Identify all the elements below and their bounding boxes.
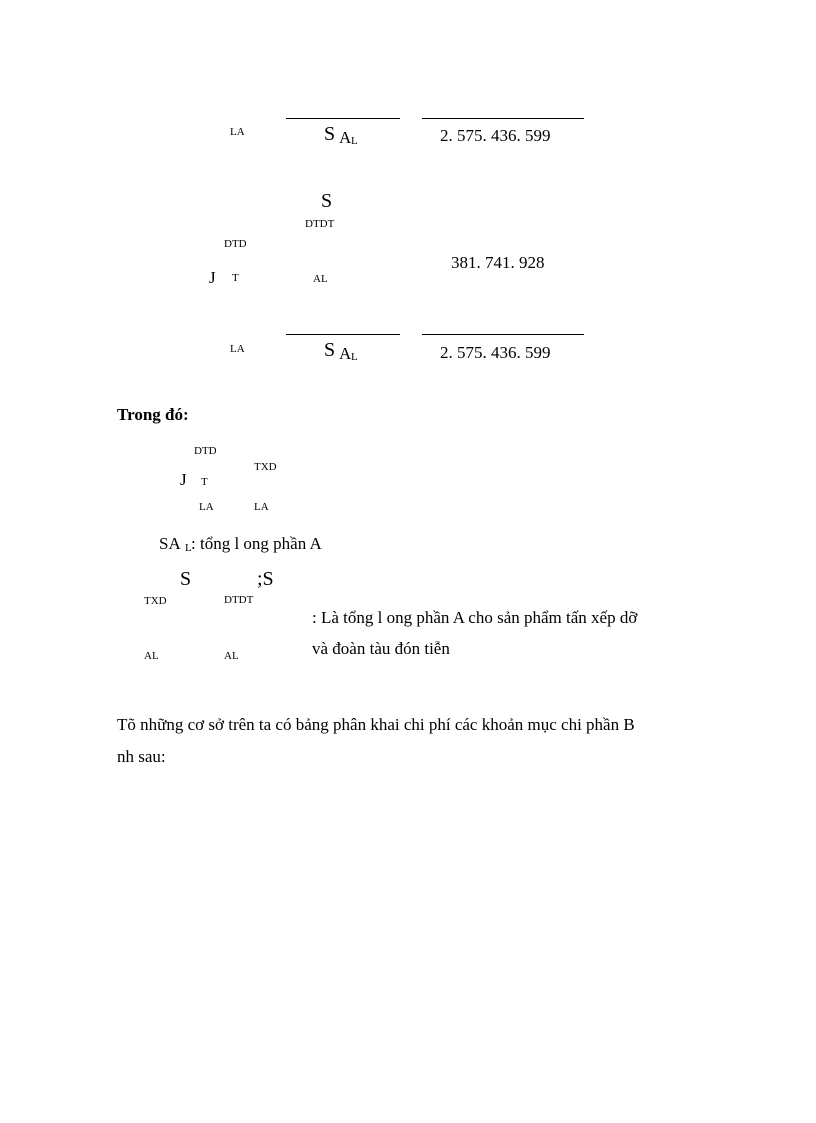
formula3-sum-subscript: L <box>351 351 358 363</box>
legend3-txd-subscript: TXD <box>144 595 167 607</box>
paragraph-line2: nh sau: <box>117 747 166 766</box>
formula2-j-symbol: J <box>209 268 216 287</box>
legend2-description: : tổng l ong phần A <box>191 534 322 553</box>
formula3-left-subscript: LA <box>230 343 245 355</box>
legend3-al-subscript-1: AL <box>144 650 159 662</box>
legend3-al-subscript-2: AL <box>224 650 239 662</box>
formula3-sum-symbol: S <box>324 339 336 361</box>
formula1-left-subscript: LA <box>230 126 245 138</box>
formula2-j-superscript: DTD <box>224 238 247 250</box>
legend1-j-superscript: DTD <box>194 445 217 457</box>
legend3-s-symbol-1: S <box>180 568 192 590</box>
paragraph-line1: Tõ những cơ sở trên ta có bảng phân khai chi phí các khoản mục chi phần B <box>117 715 635 734</box>
formula3-sum-main: A <box>339 344 352 363</box>
legend1-la-subscript-2: LA <box>254 501 269 513</box>
formula3-value: 2. 575. 436. 599 <box>440 343 551 362</box>
section-heading: Trong đó: <box>117 405 189 424</box>
formula2-j-subscript: T <box>232 272 239 284</box>
formula2-top-symbol: S <box>321 190 333 212</box>
formula2-value: 381. 741. 928 <box>451 253 545 272</box>
formula2-top-subscript: DTDT <box>305 218 335 230</box>
fraction-rule-left-1 <box>286 118 400 119</box>
formula2-al-subscript: AL <box>313 273 328 285</box>
fraction-rule-right-1 <box>422 118 584 119</box>
fraction-rule-left-2 <box>286 334 400 335</box>
fraction-rule-right-2 <box>422 334 584 335</box>
legend1-j-subscript: T <box>201 476 208 488</box>
legend3-s-symbol-2: ;S <box>257 568 274 590</box>
legend3-description-line2: và đoàn tàu đón tiễn <box>312 639 450 658</box>
formula1-sum-symbol: S <box>324 123 336 145</box>
legend3-dtdt-subscript: DTDT <box>224 594 254 606</box>
legend2-sa-main: SA <box>159 534 181 553</box>
legend1-la-subscript-1: LA <box>199 501 214 513</box>
legend3-description-line1: : Là tổng l ong phần A cho sản phẩm tấn xếp dỡ <box>312 608 638 627</box>
formula1-sum-main: A <box>339 128 352 147</box>
legend2-sa-subscript: L <box>185 542 192 554</box>
formula1-sum-subscript: L <box>351 135 358 147</box>
legend1-j-symbol: J <box>180 470 187 489</box>
formula1-value: 2. 575. 436. 599 <box>440 126 551 145</box>
legend1-txd-superscript: TXD <box>254 461 277 473</box>
